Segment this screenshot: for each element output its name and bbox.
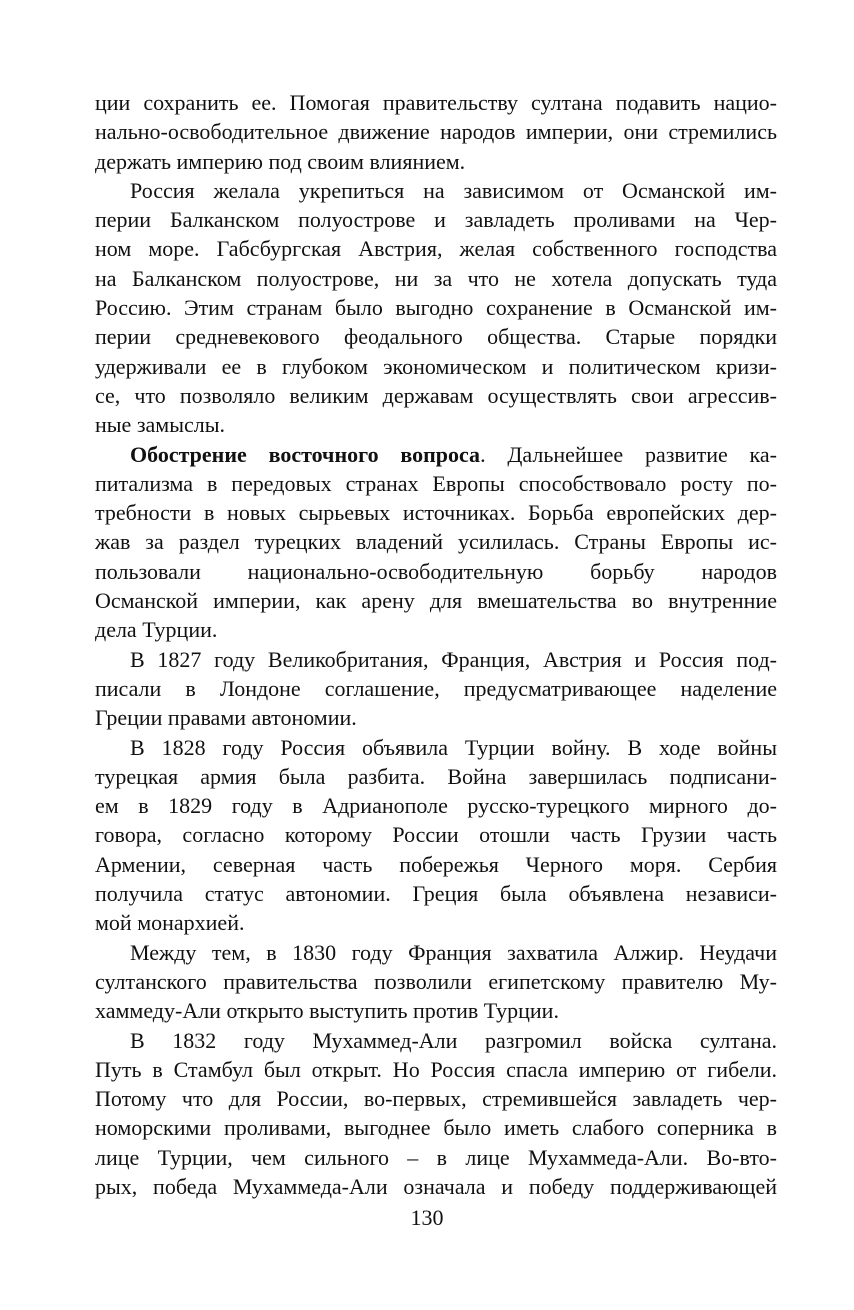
text-line: на Балканском полуострове, ни за что не хотела допускать туда [95, 265, 777, 291]
text-line: Армении, северная часть побережья Черного моря. Сербия [95, 851, 777, 877]
text-line: Потому что для России, во-первых, стремившейся завладеть чер- [95, 1086, 777, 1112]
text-line: Путь в Стамбул был открыт. Но Россия спасла империю от гибели. [95, 1056, 777, 1082]
text-line: держать империю под своим влиянием. [95, 148, 466, 174]
text-line: дела Турции. [95, 617, 218, 643]
text-line: ном море. Габсбургская Австрия, желая собственного господства [95, 236, 777, 262]
text-line: жав за раздел турецких владений усилилась. Страны Европы ис- [95, 529, 777, 555]
text-line: ции сохранить ее. Помогая правительству султана подавить нацио- [95, 90, 777, 115]
text-line: говора, согласно которому России отошли часть Грузии часть [95, 822, 777, 848]
page-number: 130 [410, 1205, 444, 1230]
text-span: . Дальнейшее развитие ка- [480, 441, 777, 467]
text-line: ем в 1829 году в Адрианополе русско-турецкого мирного до- [95, 793, 777, 819]
text-line: султанского правительства позволили египетскому правителю Му- [95, 968, 777, 994]
text-line: удерживали ее в глубоком экономическом и политическом кризи- [95, 353, 777, 379]
text-line: се, что позволяло великим державам осуществлять свои агрессив- [95, 382, 777, 408]
section-heading: Обострение восточного вопроса [130, 441, 481, 467]
text-line: Между тем, в 1830 году Франция захватила Алжир. Неудачи [130, 939, 777, 965]
text-line: требности в новых сырьевых источниках. Борьба европейских дер- [95, 500, 777, 526]
text-line: питализма в передовых странах Европы способствовало росту по- [95, 470, 777, 496]
text-line: перии средневекового феодального общества. Старые порядки [95, 324, 777, 350]
text-line [95, 440, 777, 469]
text-line: В 1832 году Мухаммед-Али разгромил войска султана. [130, 1027, 777, 1053]
text-line: нально-освободительное движение народов империи, они стремились [95, 119, 777, 145]
text-line: Османской империи, как арену для вмешательства во внутренние [95, 588, 777, 614]
text-line: рых, победа Мухаммеда-Али означала и победу поддерживающей [95, 1173, 777, 1199]
text-line: лице Турции, чем сильного – в лице Мухаммеда-Али. Во-вто- [95, 1144, 777, 1170]
text-line: Россию. Этим странам было выгодно сохранение в Османской им- [95, 295, 777, 321]
page-text [95, 88, 777, 1288]
text-line: получила статус автономии. Греция была объявлена независи- [95, 881, 777, 907]
text-line: В 1827 году Великобритания, Франция, Австрия и Россия под- [130, 646, 777, 672]
text-line: турецкая армия была разбита. Война завершилась подписани- [95, 763, 777, 789]
text-line: перии Балканском полуострове и завладеть проливами на Чер- [95, 207, 777, 233]
text-line: ные замыслы. [95, 412, 226, 438]
text-line: Греции правами автономии. [95, 705, 357, 731]
text-line: пользовали национально-освободительную борьбу народов [95, 558, 777, 584]
text-line: писали в Лондоне соглашение, предусматривающее наделение [95, 675, 777, 701]
text-line: Россия желала укрепиться на зависимом от Османской им- [130, 177, 777, 203]
text-line: номорскими проливами, выгоднее было иметь слабого соперника в [95, 1115, 777, 1141]
text-line: В 1828 году Россия объявила Турции войну. В ходе войны [130, 734, 777, 760]
text-line: мой монархией. [95, 910, 245, 936]
text-line: хаммеду-Али открыто выступить против Турции. [95, 998, 559, 1024]
